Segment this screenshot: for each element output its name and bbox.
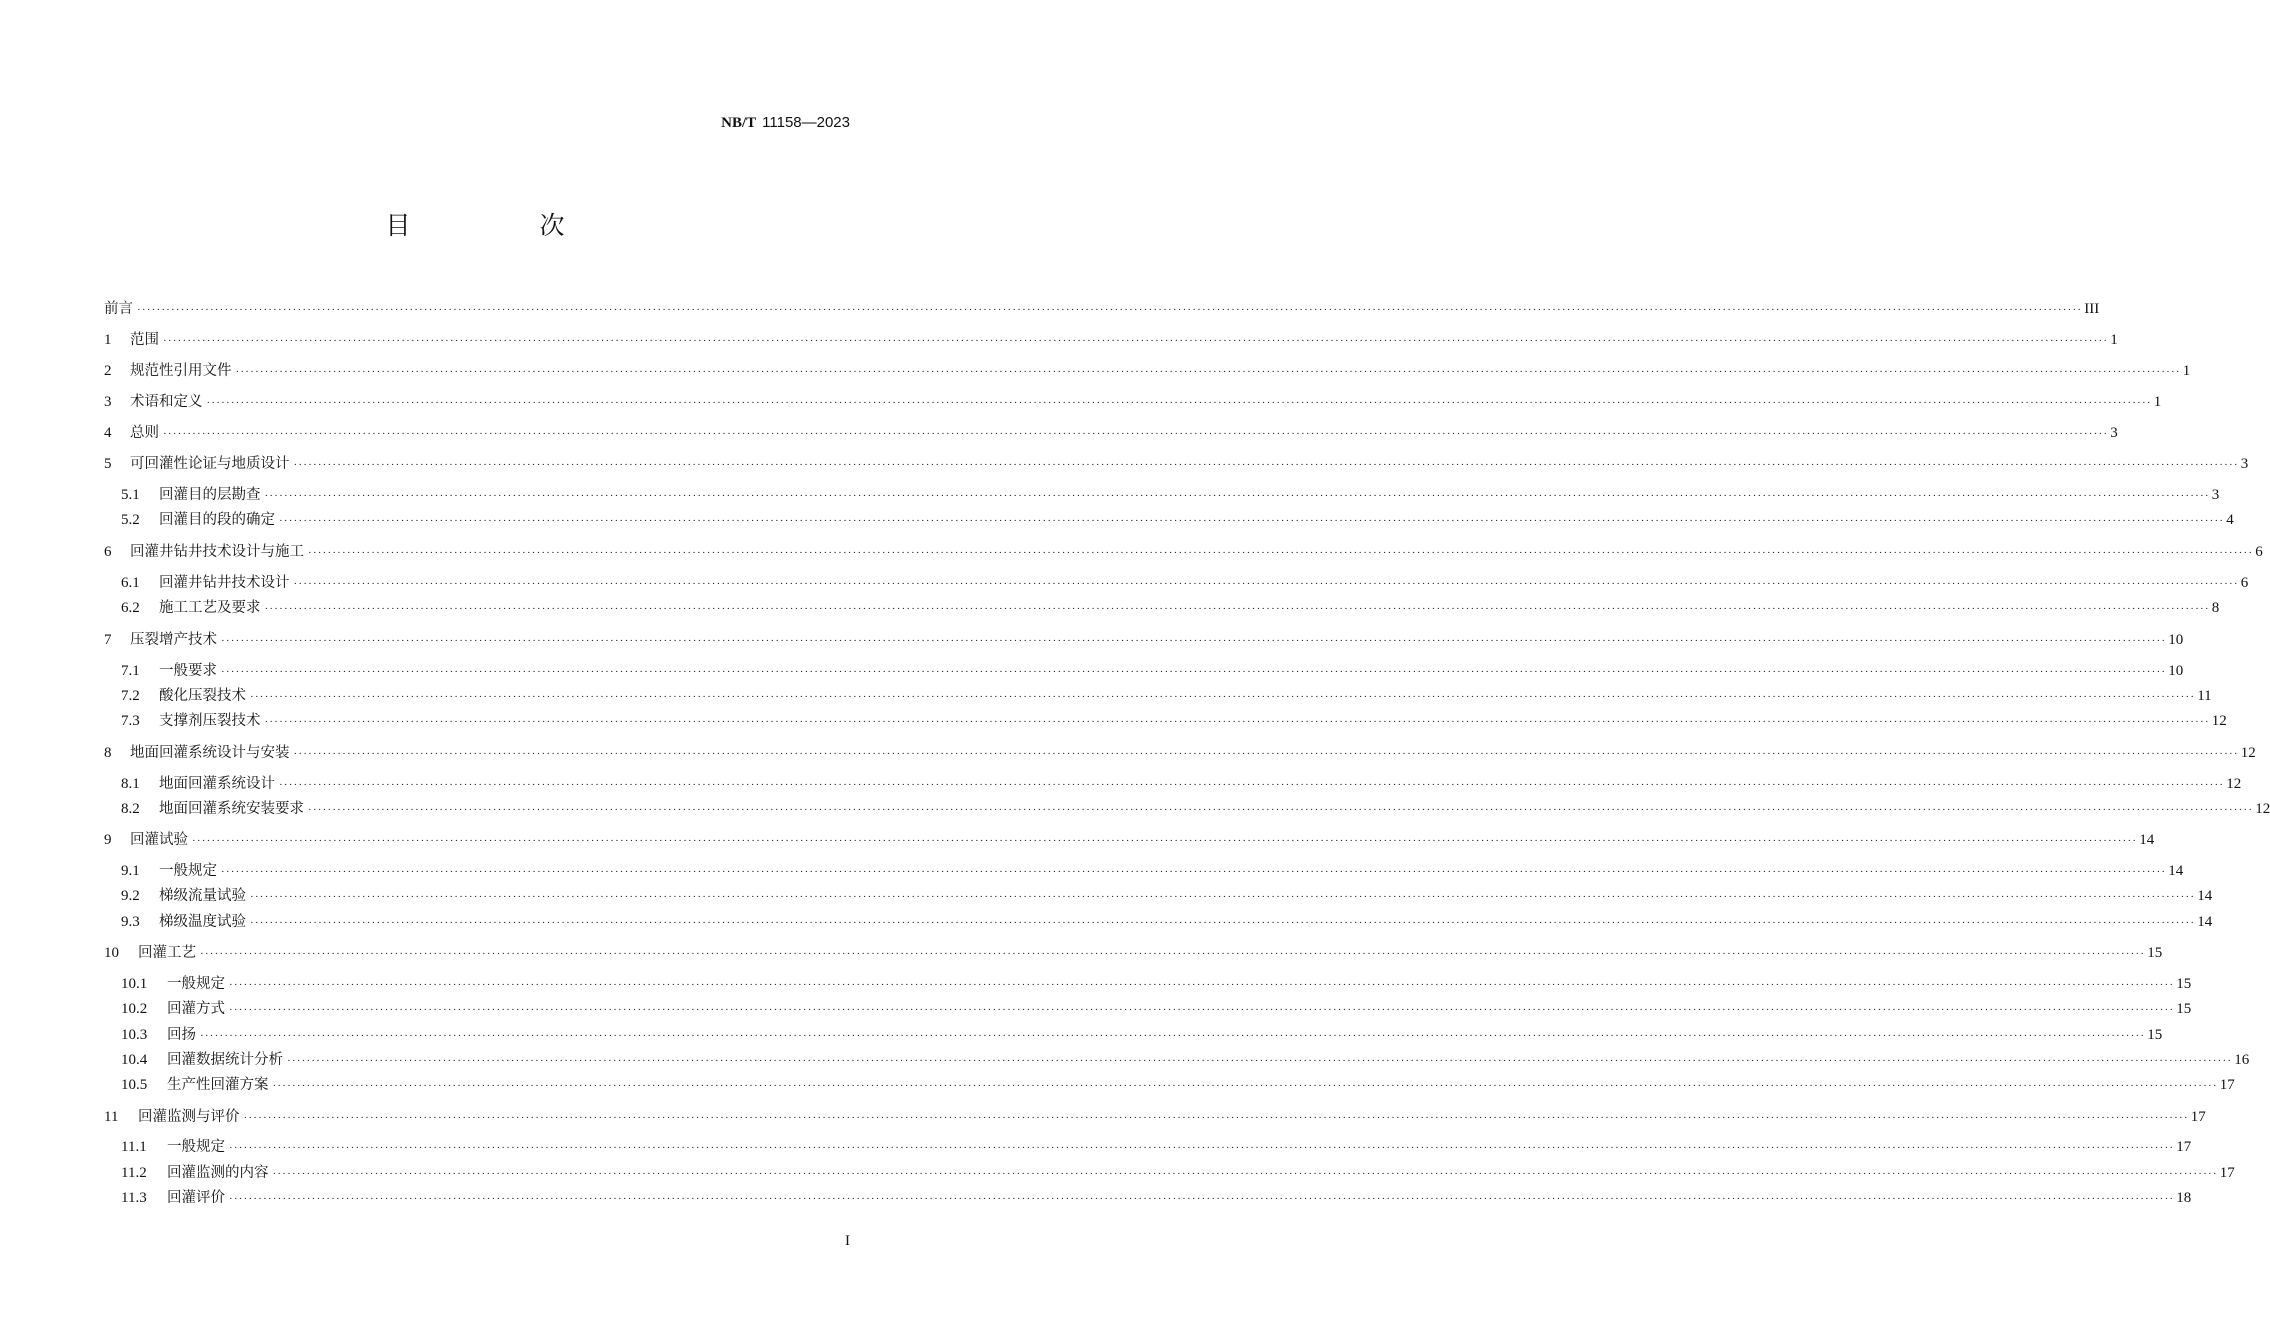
standard-number: 11158—2023: [762, 114, 850, 131]
toc-entry-title: 回灌评价: [167, 1190, 225, 1206]
toc-entry-page: 3: [2211, 487, 2220, 503]
toc-entry-title: 规范性引用文件: [130, 363, 232, 379]
toc-entry-title: 支撑剂压裂技术: [159, 713, 261, 729]
toc-entry-page: 14: [2168, 863, 2184, 879]
toc-entry[interactable]: [121, 1074, 2235, 1096]
toc-entry-number: 9: [104, 832, 112, 848]
toc-entry-number: 8.2: [121, 801, 140, 817]
toc-entry-title: 回灌目的层勘查: [159, 487, 261, 503]
toc-entry-page: 3: [2240, 456, 2249, 472]
toc-entry[interactable]: [104, 1106, 2206, 1128]
toc-leader-dots: ················································································································································································································································································································································································································: [243, 1112, 2189, 1124]
toc-entry-page: 12: [2255, 801, 2270, 817]
toc-entry[interactable]: [121, 660, 2184, 682]
standard-code: NB/T: [721, 115, 757, 131]
toc-entry[interactable]: [121, 1024, 2163, 1046]
toc-entry-page: 18: [2176, 1190, 2192, 1206]
toc-entry-title: 回灌试验: [130, 832, 188, 848]
toc-entry-number: 3: [104, 394, 112, 410]
toc-leader-dots: ················································································································································································································································································································································································································: [250, 691, 2196, 703]
toc-entry-title: 地面回灌系统设计: [159, 776, 275, 792]
toc-entry-number: 7.2: [121, 688, 140, 704]
toc-entry-number: 10.2: [121, 1001, 148, 1017]
toc-entry[interactable]: [104, 829, 2155, 851]
toc-entry-page: 12: [2211, 713, 2227, 729]
toc-entry-title: 地面回灌系统安装要求: [159, 801, 304, 817]
toc-leader-dots: ················································································································································································································································································································································································································: [192, 835, 2138, 847]
toc-leader-dots: ················································································································································································································································································································································································································: [221, 666, 2167, 678]
toc-entry-number: 8: [104, 745, 112, 761]
toc-entry-title: 回灌监测的内容: [167, 1165, 269, 1181]
toc-entry-number: 10.1: [121, 976, 148, 992]
toc-entry-page: 6: [2240, 575, 2249, 591]
toc-entry-number: 11.3: [121, 1190, 147, 1206]
toc-entry-page: 11: [2197, 688, 2212, 704]
page-title: 目 次: [385, 211, 617, 240]
toc-entry[interactable]: [104, 360, 2191, 382]
toc-entry-number: 6: [104, 544, 112, 560]
toc-entry-title: 总则: [130, 425, 159, 441]
toc-entry-page: 1: [2110, 332, 2118, 348]
toc-entry-title: 范围: [130, 332, 159, 348]
toc-entry-title: 生产性回灌方案: [167, 1077, 269, 1093]
toc-entry[interactable]: [104, 629, 2184, 651]
toc-entry-page: III: [2084, 301, 2100, 317]
toc-leader-dots: ················································································································································································································································································································································································································: [250, 891, 2196, 903]
toc-entry-page: 1: [2182, 363, 2191, 379]
toc-leader-dots: ················································································································································································································································································································································································································: [264, 490, 2210, 502]
toc-entry[interactable]: [121, 685, 2212, 707]
toc-entry-number: 9.2: [121, 888, 140, 904]
toc-leader-dots: ················································································································································································································································································································································································································: [279, 779, 2225, 791]
toc-entry-title: 可回灌性论证与地质设计: [130, 456, 290, 472]
toc-entry-number: 10: [104, 945, 119, 961]
toc-entry[interactable]: [121, 509, 2234, 531]
toc-entry[interactable]: [121, 710, 2227, 732]
toc-entry-number: 7: [104, 632, 112, 648]
toc-leader-dots: ················································································································································································································································································································································································································: [264, 716, 2210, 728]
toc-entry-title: 回灌井钻井技术设计: [159, 575, 290, 591]
toc-entry[interactable]: [121, 998, 2192, 1020]
toc-leader-dots: ················································································································································································································································································································································································································: [293, 578, 2239, 590]
toc-entry-page: 17: [2219, 1077, 2235, 1093]
toc-entry[interactable]: [121, 798, 2270, 820]
toc-leader-dots: ················································································································································································································································································································································································································: [250, 917, 2196, 929]
toc-entry[interactable]: [104, 298, 2100, 320]
toc-leader-dots: ················································································································································································································································································································································································································: [200, 948, 2146, 960]
toc-entry-title: 回灌井钻井技术设计与施工: [130, 544, 304, 560]
toc-leader-dots: ················································································································································································································································································································································································································: [206, 397, 2152, 409]
toc-entry-title: 施工工艺及要求: [159, 600, 261, 616]
toc-entry[interactable]: [121, 973, 2192, 995]
toc-entry-title: 回灌方式: [167, 1001, 225, 1017]
toc-leader-dots: ················································································································································································································································································································································································································: [287, 1055, 2233, 1067]
toc-entry-page: 10: [2168, 663, 2184, 679]
toc-leader-dots: ················································································································································································································································································································································································································: [229, 1142, 2175, 1154]
toc-entry-number: 11.2: [121, 1165, 147, 1181]
toc-entry[interactable]: [121, 484, 2220, 506]
toc-entry-title: 梯级流量试验: [159, 888, 246, 904]
toc-entry-number: 2: [104, 363, 112, 379]
toc-leader-dots: ················································································································································································································································································································································································································: [235, 366, 2181, 378]
toc-entry-title: 地面回灌系统设计与安装: [130, 745, 290, 761]
toc-entry-page: 17: [2176, 1139, 2192, 1155]
toc-entry-page: 15: [2176, 976, 2192, 992]
toc-entry[interactable]: [121, 860, 2184, 882]
toc-entry[interactable]: [121, 1049, 2250, 1071]
toc-leader-dots: ················································································································································································································································································································································································································: [200, 1030, 2146, 1042]
toc-entry[interactable]: [121, 597, 2220, 619]
toc-leader-dots: ················································································································································································································································································································································································································: [293, 459, 2239, 471]
toc-entry[interactable]: [121, 911, 2213, 933]
toc-entry-number: 8.1: [121, 776, 140, 792]
toc-entry-page: 8: [2211, 600, 2220, 616]
toc-entry-title: 回扬: [167, 1027, 196, 1043]
toc-entry-page: 4: [2226, 512, 2234, 528]
toc-entry[interactable]: [104, 391, 2162, 413]
toc-entry-page: 12: [2226, 776, 2242, 792]
toc-entry-page: 17: [2219, 1165, 2235, 1181]
toc-entry-title: 压裂增产技术: [130, 632, 217, 648]
toc-entry-number: 7.1: [121, 663, 140, 679]
toc-entry-number: 5.2: [121, 512, 140, 528]
toc-entry-page: 10: [2168, 632, 2184, 648]
toc-leader-dots: ················································································································································································································································································································································································································: [279, 515, 2225, 527]
toc-entry-number: 6.2: [121, 600, 140, 616]
toc-leader-dots: ················································································································································································································································································································································································································: [137, 304, 2083, 316]
toc-entry-title: 回灌数据统计分析: [167, 1052, 283, 1068]
toc-entry-page: 17: [2190, 1109, 2206, 1125]
toc-entry-number: 11: [104, 1109, 119, 1125]
toc-entry[interactable]: [121, 572, 2249, 594]
toc-entry[interactable]: [104, 942, 2163, 964]
toc-entry-number: 7.3: [121, 713, 140, 729]
toc-entry-title: 回灌目的段的确定: [159, 512, 275, 528]
toc-entry-title: 酸化压裂技术: [159, 688, 246, 704]
toc-entry-number: 4: [104, 425, 112, 441]
toc-entry-title: 梯级温度试验: [159, 914, 246, 930]
toc-entry-number: 9.1: [121, 863, 140, 879]
toc-entry-title: 回灌监测与评价: [138, 1109, 240, 1125]
toc-entry-page: 14: [2139, 832, 2155, 848]
toc-entry-number: 9.3: [121, 914, 140, 930]
toc-entry-page: 1: [2153, 394, 2162, 410]
toc-entry[interactable]: [104, 453, 2249, 475]
toc-entry-title: 一般规定: [159, 863, 217, 879]
document-standard-number: [721, 114, 850, 132]
toc-entry-page: 14: [2197, 888, 2213, 904]
toc-leader-dots: ················································································································································································································································································································································································································: [308, 547, 2254, 559]
toc-entry-number: 5.1: [121, 487, 140, 503]
toc-entry[interactable]: [104, 742, 2256, 764]
toc-leader-dots: ················································································································································································································································································································································································································: [221, 635, 2167, 647]
toc-entry-title: 一般规定: [167, 976, 225, 992]
toc-entry[interactable]: [121, 885, 2213, 907]
toc-entry-page: 12: [2240, 745, 2256, 761]
toc-entry-number: 11.1: [121, 1139, 147, 1155]
toc-entry-page: 6: [2255, 544, 2263, 560]
toc-leader-dots: ················································································································································································································································································································································································································: [221, 866, 2167, 878]
toc-entry-page: 16: [2234, 1052, 2250, 1068]
toc-entry[interactable]: [104, 541, 2263, 563]
toc-leader-dots: ················································································································································································································································································································································································································: [229, 1004, 2175, 1016]
toc-leader-dots: ················································································································································································································································································································································································································: [163, 428, 2109, 440]
toc-leader-dots: ················································································································································································································································································································································································································: [229, 979, 2175, 991]
toc-leader-dots: ················································································································································································································································································································································································································: [308, 804, 2254, 816]
toc-leader-dots: ················································································································································································································································································································································································································: [272, 1080, 2218, 1092]
toc-entry-number: 6.1: [121, 575, 140, 591]
toc-entry-page: 15: [2147, 1027, 2163, 1043]
toc-entry-number: 10.3: [121, 1027, 148, 1043]
page-number: I: [845, 1233, 850, 1249]
toc-entry[interactable]: [104, 329, 2118, 351]
toc-entry-page: 15: [2176, 1001, 2192, 1017]
toc-entry-title: 一般规定: [167, 1139, 225, 1155]
toc-entry[interactable]: [121, 1187, 2192, 1209]
toc-entry-number: 10.5: [121, 1077, 148, 1093]
toc-leader-dots: ················································································································································································································································································································································································································: [272, 1168, 2218, 1180]
toc-entry-number: 5: [104, 456, 112, 472]
toc-entry-title: 前言: [104, 301, 133, 317]
toc-entry-title: 一般要求: [159, 663, 217, 679]
toc-leader-dots: ················································································································································································································································································································································································································: [229, 1193, 2175, 1205]
toc-entry-page: 15: [2147, 945, 2163, 961]
toc-leader-dots: ················································································································································································································································································································································································································: [293, 748, 2239, 760]
toc-entry-title: 回灌工艺: [138, 945, 196, 961]
toc-leader-dots: ················································································································································································································································································································································································································: [163, 335, 2109, 347]
toc-entry[interactable]: [104, 422, 2118, 444]
toc-entry[interactable]: [121, 1162, 2235, 1184]
toc-entry-title: 术语和定义: [130, 394, 203, 410]
toc-entry-number: 10.4: [121, 1052, 148, 1068]
toc-entry[interactable]: [121, 773, 2242, 795]
toc-entry-page: 14: [2197, 914, 2213, 930]
toc-entry[interactable]: [121, 1136, 2192, 1158]
toc-entry-number: 1: [104, 332, 112, 348]
toc-entry-page: 3: [2110, 425, 2118, 441]
toc-leader-dots: ················································································································································································································································································································································································································: [264, 603, 2210, 615]
